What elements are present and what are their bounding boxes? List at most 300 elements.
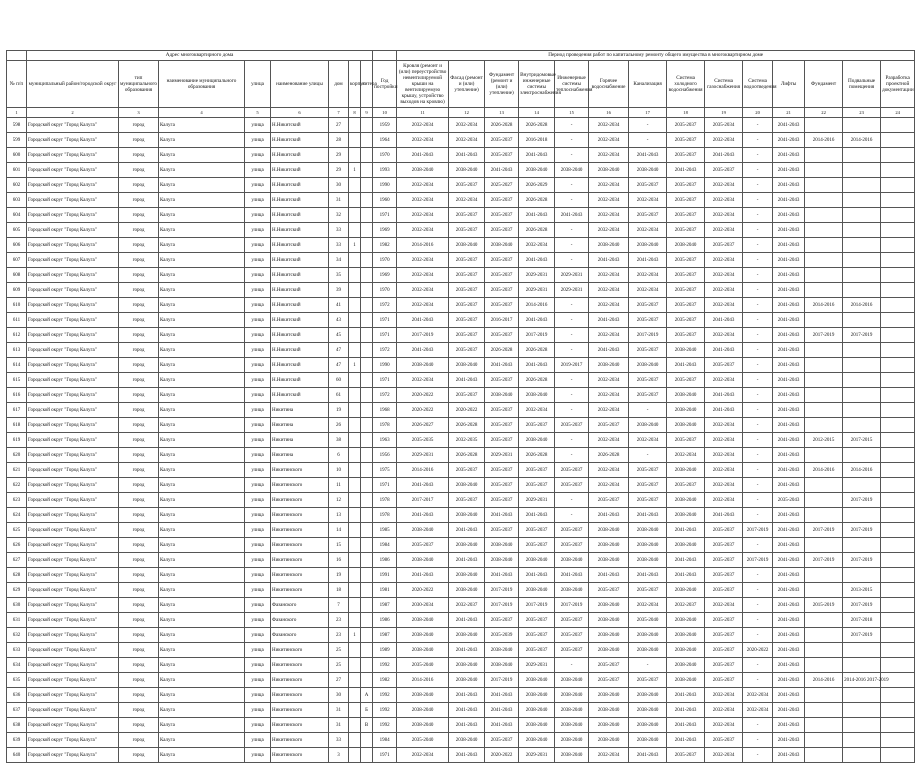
table-cell: 2038-2040 — [589, 703, 629, 718]
table-cell: 2041-2043 — [773, 463, 805, 478]
table-cell: 1972 — [373, 298, 397, 313]
table-cell: 2035-2037 — [485, 133, 519, 148]
table-cell: - — [743, 448, 773, 463]
table-cell: улица — [245, 553, 271, 568]
table-cell: 2015-2019 — [805, 598, 843, 613]
table-cell: 2029-2031 — [485, 448, 519, 463]
table-cell — [361, 253, 373, 268]
table-cell: 2038-2040 — [555, 733, 589, 748]
table-cell: Н.Никитский — [271, 343, 329, 358]
column-headers-row — [7, 61, 915, 108]
table-cell: - — [743, 538, 773, 553]
table-cell: 43 — [329, 313, 349, 328]
table-cell — [349, 493, 361, 508]
table-row — [7, 418, 915, 433]
table-row — [7, 448, 915, 463]
table-cell: Калуга — [159, 448, 245, 463]
table-cell: город — [119, 133, 159, 148]
table-cell: 2035-2037 — [705, 553, 743, 568]
table-cell: 2041-2043 — [397, 148, 449, 163]
table-cell: 2029-2031 — [555, 283, 589, 298]
table-cell: улица — [245, 133, 271, 148]
table-cell: - — [743, 373, 773, 388]
table-cell: - — [743, 133, 773, 148]
table-cell: 2038-2040 — [629, 238, 667, 253]
table-cell: - — [629, 658, 667, 673]
table-cell: 1964 — [373, 133, 397, 148]
table-cell: 2029-2031 — [519, 268, 555, 283]
column-header: Разработка проектной документации — [881, 61, 915, 108]
table-cell: 2032-2034 — [705, 133, 743, 148]
table-cell: Городской округ "Город Калуга" — [27, 238, 119, 253]
table-cell — [805, 538, 843, 553]
table-cell: 2032-2034 — [589, 148, 629, 163]
table-cell: 2026-2028 — [589, 448, 629, 463]
table-cell — [881, 223, 915, 238]
table-cell: 2041-2043 — [773, 583, 805, 598]
table-cell — [805, 313, 843, 328]
table-cell — [805, 568, 843, 583]
table-cell: 2017-2019 — [805, 523, 843, 538]
table-cell: 2035-2037 — [667, 748, 705, 763]
table-cell: - — [629, 403, 667, 418]
table-cell: - — [743, 193, 773, 208]
table-cell: улица — [245, 658, 271, 673]
table-cell: 607 — [7, 253, 27, 268]
table-cell: 2038-2040 — [449, 238, 485, 253]
table-cell: Городской округ "Город Калуга" — [27, 178, 119, 193]
table-cell: Калуга — [159, 298, 245, 313]
table-cell — [881, 118, 915, 133]
table-cell: 32 — [329, 208, 349, 223]
table-cell: Калуга — [159, 748, 245, 763]
table-cell: 27 — [329, 118, 349, 133]
table-cell: 2035-2037 — [705, 658, 743, 673]
table-cell — [843, 343, 881, 358]
table-cell: 2035-2037 — [629, 673, 667, 688]
table-row — [7, 718, 915, 733]
table-cell: 2038-2040 — [589, 733, 629, 748]
table-cell: 2035-2037 — [667, 298, 705, 313]
table-cell: 2038-2040 — [449, 658, 485, 673]
table-cell: 2038-2040 — [519, 703, 555, 718]
table-cell — [805, 508, 843, 523]
table-cell: 2035-2037 — [555, 628, 589, 643]
table-cell: улица — [245, 433, 271, 448]
table-cell: 2041-2043 — [773, 118, 805, 133]
table-cell — [349, 178, 361, 193]
repair-schedule-table — [6, 50, 915, 763]
table-cell: Б — [361, 703, 373, 718]
table-cell: 2035-2037 — [485, 223, 519, 238]
table-cell: 2038-2040 — [449, 628, 485, 643]
table-cell: 2032-2034 — [449, 193, 485, 208]
table-cell: 2035-2037 — [449, 343, 485, 358]
table-cell: 1982 — [373, 238, 397, 253]
table-cell — [361, 493, 373, 508]
table-cell: 2041-2043 — [449, 688, 485, 703]
table-cell: 2026-2028 — [449, 448, 485, 463]
table-cell: 2038-2040 — [519, 553, 555, 568]
table-cell — [881, 313, 915, 328]
table-cell — [361, 223, 373, 238]
table-cell: Городской округ "Город Калуга" — [27, 658, 119, 673]
table-cell: 2035-2037 — [705, 673, 743, 688]
table-cell: 619 — [7, 433, 27, 448]
table-cell: 2041-2043 — [629, 568, 667, 583]
table-cell — [361, 388, 373, 403]
table-cell: 3 — [329, 748, 349, 763]
table-cell: 2041-2043 — [667, 553, 705, 568]
table-row — [7, 283, 915, 298]
table-cell: 2032-2034 — [705, 418, 743, 433]
table-cell: 29 — [329, 163, 349, 178]
table-cell — [843, 658, 881, 673]
table-cell: 2035-2037 — [485, 253, 519, 268]
table-cell: улица — [245, 343, 271, 358]
table-cell: 2025-2027 — [485, 178, 519, 193]
table-cell: 2035-2039 — [485, 628, 519, 643]
table-cell: город — [119, 403, 159, 418]
table-cell: 2032-2034 — [705, 493, 743, 508]
table-cell: - — [743, 253, 773, 268]
table-cell: 25 — [329, 658, 349, 673]
table-cell: 10 — [329, 463, 349, 478]
table-cell: 2032-2034 — [589, 403, 629, 418]
table-cell: улица — [245, 583, 271, 598]
table-cell: - — [555, 148, 589, 163]
table-cell: 2035-2037 — [485, 208, 519, 223]
table-header — [7, 51, 915, 118]
table-cell: Н.Никитский — [271, 178, 329, 193]
table-row — [7, 313, 915, 328]
table-cell: Калуга — [159, 148, 245, 163]
table-cell: 2041-2043 — [773, 148, 805, 163]
table-cell: 2032-2034 — [705, 703, 743, 718]
table-cell: 2032-2034 — [397, 748, 449, 763]
table-cell — [349, 523, 361, 538]
table-cell: 2038-2040 — [449, 163, 485, 178]
table-cell: 2032-2034 — [397, 118, 449, 133]
column-number: 10 — [373, 108, 397, 118]
table-cell — [843, 718, 881, 733]
table-cell: 2016-2017 — [485, 313, 519, 328]
table-cell: 2035-2037 — [705, 613, 743, 628]
table-cell: - — [555, 313, 589, 328]
table-cell: 2014-2016 — [805, 673, 843, 688]
table-cell: Н.Никитский — [271, 193, 329, 208]
table-cell: 2032-2035 — [449, 433, 485, 448]
table-cell — [349, 568, 361, 583]
table-cell: 2035-2037 — [629, 463, 667, 478]
table-cell — [805, 253, 843, 268]
table-cell: город — [119, 373, 159, 388]
table-cell — [349, 463, 361, 478]
table-cell: 1971 — [373, 208, 397, 223]
table-cell: 2032-2034 — [667, 448, 705, 463]
table-cell: 627 — [7, 553, 27, 568]
table-cell — [361, 598, 373, 613]
table-cell: 2032-2034 — [397, 223, 449, 238]
table-cell: Калуга — [159, 643, 245, 658]
table-cell: 1 — [349, 163, 361, 178]
table-cell: 2035-2037 — [667, 223, 705, 238]
table-cell — [805, 283, 843, 298]
table-cell: 2038-2040 — [667, 673, 705, 688]
table-cell: 2035-2037 — [485, 478, 519, 493]
table-cell: 2035-2037 — [667, 118, 705, 133]
table-cell — [349, 583, 361, 598]
table-cell — [805, 718, 843, 733]
table-cell: 2035-2037 — [667, 268, 705, 283]
table-cell: город — [119, 643, 159, 658]
table-cell: Н.Никитский — [271, 298, 329, 313]
table-cell: Н.Никитский — [271, 268, 329, 283]
table-cell: 2026-2028 — [519, 343, 555, 358]
table-cell: 1986 — [373, 613, 397, 628]
table-cell — [361, 328, 373, 343]
table-cell: город — [119, 688, 159, 703]
table-cell: 2035-2037 — [449, 313, 485, 328]
table-cell: - — [555, 373, 589, 388]
table-cell: 2026-2028 — [485, 343, 519, 358]
table-cell: Калуга — [159, 703, 245, 718]
table-cell: Калуга — [159, 478, 245, 493]
table-cell: 2041-2043 — [773, 478, 805, 493]
table-cell — [361, 583, 373, 598]
table-cell — [843, 448, 881, 463]
table-cell: 1989 — [373, 643, 397, 658]
table-cell: 2032-2034 — [705, 718, 743, 733]
table-cell: 2020-2022 — [397, 583, 449, 598]
table-cell — [361, 118, 373, 133]
table-cell: 2041-2043 — [667, 733, 705, 748]
table-cell: 2041-2043 — [773, 133, 805, 148]
table-cell: 2032-2034 — [449, 118, 485, 133]
table-cell: 2026-2028 — [449, 418, 485, 433]
table-cell — [843, 388, 881, 403]
table-cell: 2020-2022 — [743, 643, 773, 658]
table-cell — [881, 148, 915, 163]
table-cell: Городской округ "Город Калуга" — [27, 313, 119, 328]
table-cell: 1992 — [373, 703, 397, 718]
table-row — [7, 208, 915, 223]
table-cell: 30 — [329, 688, 349, 703]
table-cell: улица — [245, 523, 271, 538]
table-cell: 2038-2040 — [589, 538, 629, 553]
table-cell: улица — [245, 508, 271, 523]
table-cell: 2041-2043 — [773, 568, 805, 583]
table-cell — [805, 748, 843, 763]
table-cell: Н.Никитский — [271, 253, 329, 268]
table-cell: 2029-2031 — [519, 658, 555, 673]
table-cell: Никитинского — [271, 538, 329, 553]
table-cell — [881, 643, 915, 658]
column-header: Подвальные помещения — [843, 61, 881, 108]
table-cell: улица — [245, 418, 271, 433]
table-row — [7, 703, 915, 718]
table-cell: 2041-2043 — [773, 523, 805, 538]
table-cell: 2035-2037 — [555, 643, 589, 658]
table-cell: 2032-2034 — [705, 463, 743, 478]
table-cell: - — [555, 508, 589, 523]
table-cell: 25 — [329, 643, 349, 658]
table-cell: 2035-2040 — [397, 733, 449, 748]
column-number: 13 — [485, 108, 519, 118]
table-cell: Никитинского — [271, 733, 329, 748]
table-cell: - — [743, 418, 773, 433]
table-cell: 2038-2040 — [555, 583, 589, 598]
table-cell — [349, 208, 361, 223]
table-cell: 2038-2040 — [589, 718, 629, 733]
table-cell — [361, 673, 373, 688]
table-cell: 2020-2022 — [485, 748, 519, 763]
table-cell: - — [743, 733, 773, 748]
column-header: Год постройки — [373, 61, 397, 108]
table-cell: 2032-2034 — [589, 373, 629, 388]
table-cell — [361, 538, 373, 553]
table-cell: 2035-2037 — [519, 538, 555, 553]
column-number: 1 — [7, 108, 27, 118]
table-cell — [361, 418, 373, 433]
table-cell: 2038-2040 — [397, 613, 449, 628]
table-cell — [361, 403, 373, 418]
table-cell: 2041-2043 — [449, 643, 485, 658]
table-cell: 2041-2043 — [773, 403, 805, 418]
table-cell: 2038-2040 — [629, 718, 667, 733]
table-cell — [361, 133, 373, 148]
table-cell: 2041-2043 — [629, 253, 667, 268]
table-row — [7, 688, 915, 703]
table-cell: 2035-2037 — [449, 298, 485, 313]
table-cell: 2038-2040 — [629, 523, 667, 538]
table-cell: Никитинского — [271, 643, 329, 658]
table-row — [7, 253, 915, 268]
table-row — [7, 598, 915, 613]
table-cell: 1992 — [373, 658, 397, 673]
table-cell: 47 — [329, 358, 349, 373]
table-cell: 2020-2022 — [449, 403, 485, 418]
table-cell: 2032-2034 — [397, 208, 449, 223]
table-cell: 2041-2043 — [773, 418, 805, 433]
table-cell: Городской округ "Город Калуга" — [27, 373, 119, 388]
table-cell: 2041-2043 — [485, 163, 519, 178]
table-cell: 2017-2018 — [843, 613, 881, 628]
table-cell — [361, 148, 373, 163]
table-cell: 2041-2043 — [773, 163, 805, 178]
table-cell: 2041-2043 — [773, 748, 805, 763]
table-cell — [361, 433, 373, 448]
table-cell: 2035-2037 — [519, 613, 555, 628]
table-cell: 33 — [329, 733, 349, 748]
table-cell: 603 — [7, 193, 27, 208]
table-cell — [881, 628, 915, 643]
table-cell: 1987 — [373, 598, 397, 613]
table-cell: 624 — [7, 508, 27, 523]
table-cell: 15 — [329, 538, 349, 553]
table-cell: - — [555, 343, 589, 358]
table-cell: 2035-2037 — [485, 298, 519, 313]
table-cell: - — [743, 748, 773, 763]
table-cell: В — [361, 718, 373, 733]
table-cell: город — [119, 733, 159, 748]
table-cell: 2035-2037 — [705, 733, 743, 748]
table-cell: 2041-2043 — [773, 268, 805, 283]
table-cell — [349, 643, 361, 658]
table-cell: 23 — [329, 628, 349, 643]
table-cell — [349, 748, 361, 763]
table-cell — [881, 703, 915, 718]
table-cell: Городской округ "Город Калуга" — [27, 733, 119, 748]
table-cell — [805, 148, 843, 163]
table-cell: - — [555, 118, 589, 133]
table-row — [7, 388, 915, 403]
table-cell: 2035-2037 — [629, 583, 667, 598]
table-cell: 2032-2034 — [705, 178, 743, 193]
table-cell — [361, 268, 373, 283]
table-cell: 2035-2037 — [485, 328, 519, 343]
table-cell: 1990 — [373, 178, 397, 193]
table-cell: 1963 — [373, 433, 397, 448]
table-cell: Калуга — [159, 613, 245, 628]
table-cell: 2041-2043 — [705, 508, 743, 523]
table-cell: 600 — [7, 148, 27, 163]
table-cell: Городской округ "Город Калуга" — [27, 703, 119, 718]
table-cell: Калуга — [159, 388, 245, 403]
table-cell: 2041-2043 — [667, 523, 705, 538]
column-header: Система водоотведения — [743, 61, 773, 108]
table-cell: 16 — [329, 553, 349, 568]
table-cell: 1 — [349, 628, 361, 643]
table-cell: Городской округ "Город Калуга" — [27, 688, 119, 703]
table-cell: 2038-2040 — [397, 628, 449, 643]
table-cell: 2035-2037 — [485, 148, 519, 163]
table-cell: 2035-2043 — [773, 493, 805, 508]
table-cell: Калуга — [159, 403, 245, 418]
table-cell: 2041-2043 — [449, 718, 485, 733]
table-row — [7, 133, 915, 148]
table-cell — [805, 208, 843, 223]
table-cell: Калуга — [159, 283, 245, 298]
table-cell — [843, 283, 881, 298]
table-cell: город — [119, 553, 159, 568]
table-cell — [881, 433, 915, 448]
table-cell: 2041-2043 — [773, 208, 805, 223]
table-cell: Городской округ "Город Калуга" — [27, 388, 119, 403]
column-number: 23 — [843, 108, 881, 118]
table-cell: 2017-2019 — [805, 553, 843, 568]
table-cell: 2041-2043 — [519, 568, 555, 583]
table-cell: 2032-2037 — [667, 598, 705, 613]
table-cell — [881, 178, 915, 193]
table-cell: 2035-2037 — [705, 238, 743, 253]
table-cell — [805, 343, 843, 358]
table-cell: 2041-2043 — [485, 568, 519, 583]
table-cell — [843, 703, 881, 718]
table-cell: город — [119, 448, 159, 463]
table-cell: Городской округ "Город Калуга" — [27, 448, 119, 463]
table-cell: 2038-2040 — [589, 643, 629, 658]
table-cell: 612 — [7, 328, 27, 343]
table-cell: 2032-2034 — [705, 298, 743, 313]
table-cell: Калуга — [159, 163, 245, 178]
table-cell: - — [743, 433, 773, 448]
table-cell: - — [743, 628, 773, 643]
table-cell: - — [629, 118, 667, 133]
column-header: Система холодного водоснабжения — [667, 61, 705, 108]
table-cell: - — [555, 388, 589, 403]
table-cell: 1969 — [373, 223, 397, 238]
